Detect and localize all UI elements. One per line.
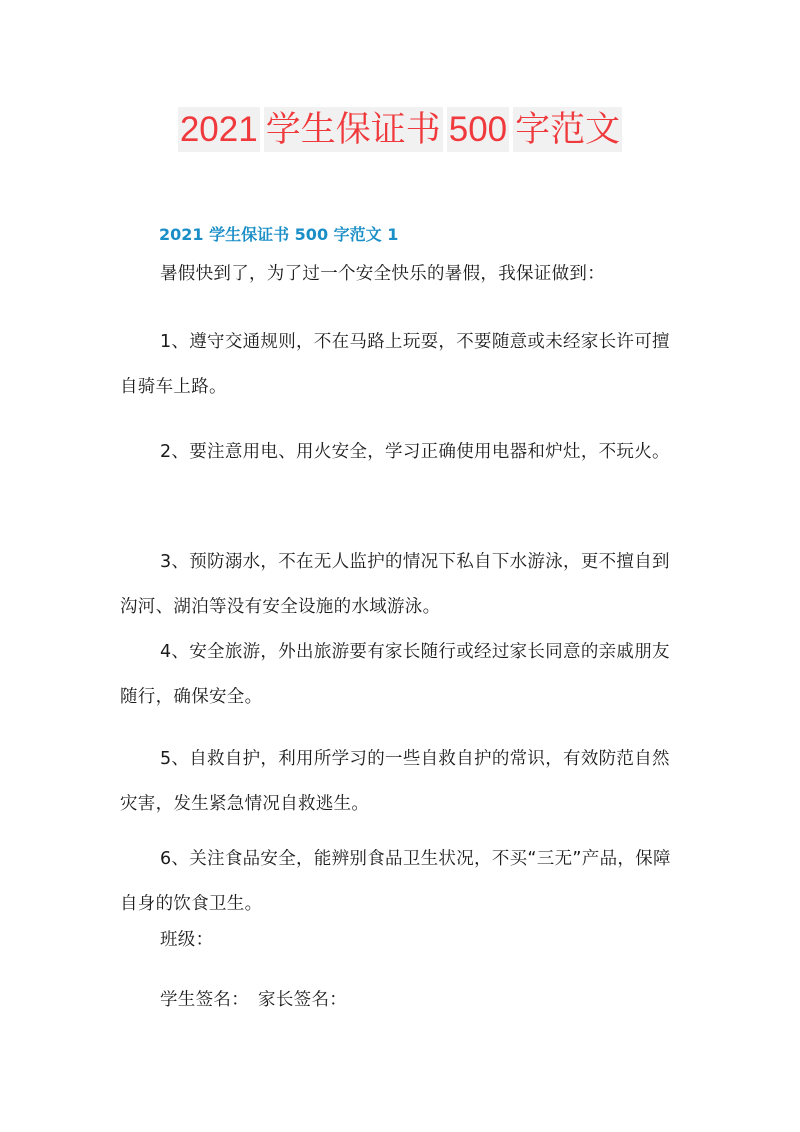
intro-paragraph: 暑假快到了，为了过一个安全快乐的暑假，我保证做到： [160, 264, 605, 284]
title-segment: 500 [447, 107, 509, 152]
title-segment: 字范文 [513, 107, 622, 152]
signature-line: 学生签名： 家长签名： [160, 990, 348, 1010]
list-item: 1、遵守交通规则，不在马路上玩耍，不要随意或未经家长许可擅自骑车上路。 [120, 332, 670, 397]
page-title [0, 108, 800, 152]
class-label: 班级： [160, 930, 214, 950]
title-segment: 学生保证书 [264, 107, 443, 152]
list-item: 5、自救自护，利用所学习的一些自救自护的常识，有效防范自然灾害，发生紧急情况自救逃生。 [120, 749, 670, 814]
list-item: 3、预防溺水，不在无人监护的情况下私自下水游泳，更不擅自到沟河、湖泊等没有安全设施的水域游泳。 [120, 552, 670, 617]
list-item: 6、关注食品安全，能辨别食品卫生状况，不买“三无”产品，保障自身的饮食卫生。 [120, 849, 671, 914]
section-heading: 2021 学生保证书 500 字范文 1 [159, 225, 399, 244]
list-item: 2、要注意用电、用火安全，学习正确使用电器和炉灶，不玩火。 [160, 442, 670, 462]
title-segment: 2021 [178, 107, 260, 152]
list-item: 4、安全旅游，外出旅游要有家长随行或经过家长同意的亲戚朋友随行，确保安全。 [120, 642, 670, 707]
